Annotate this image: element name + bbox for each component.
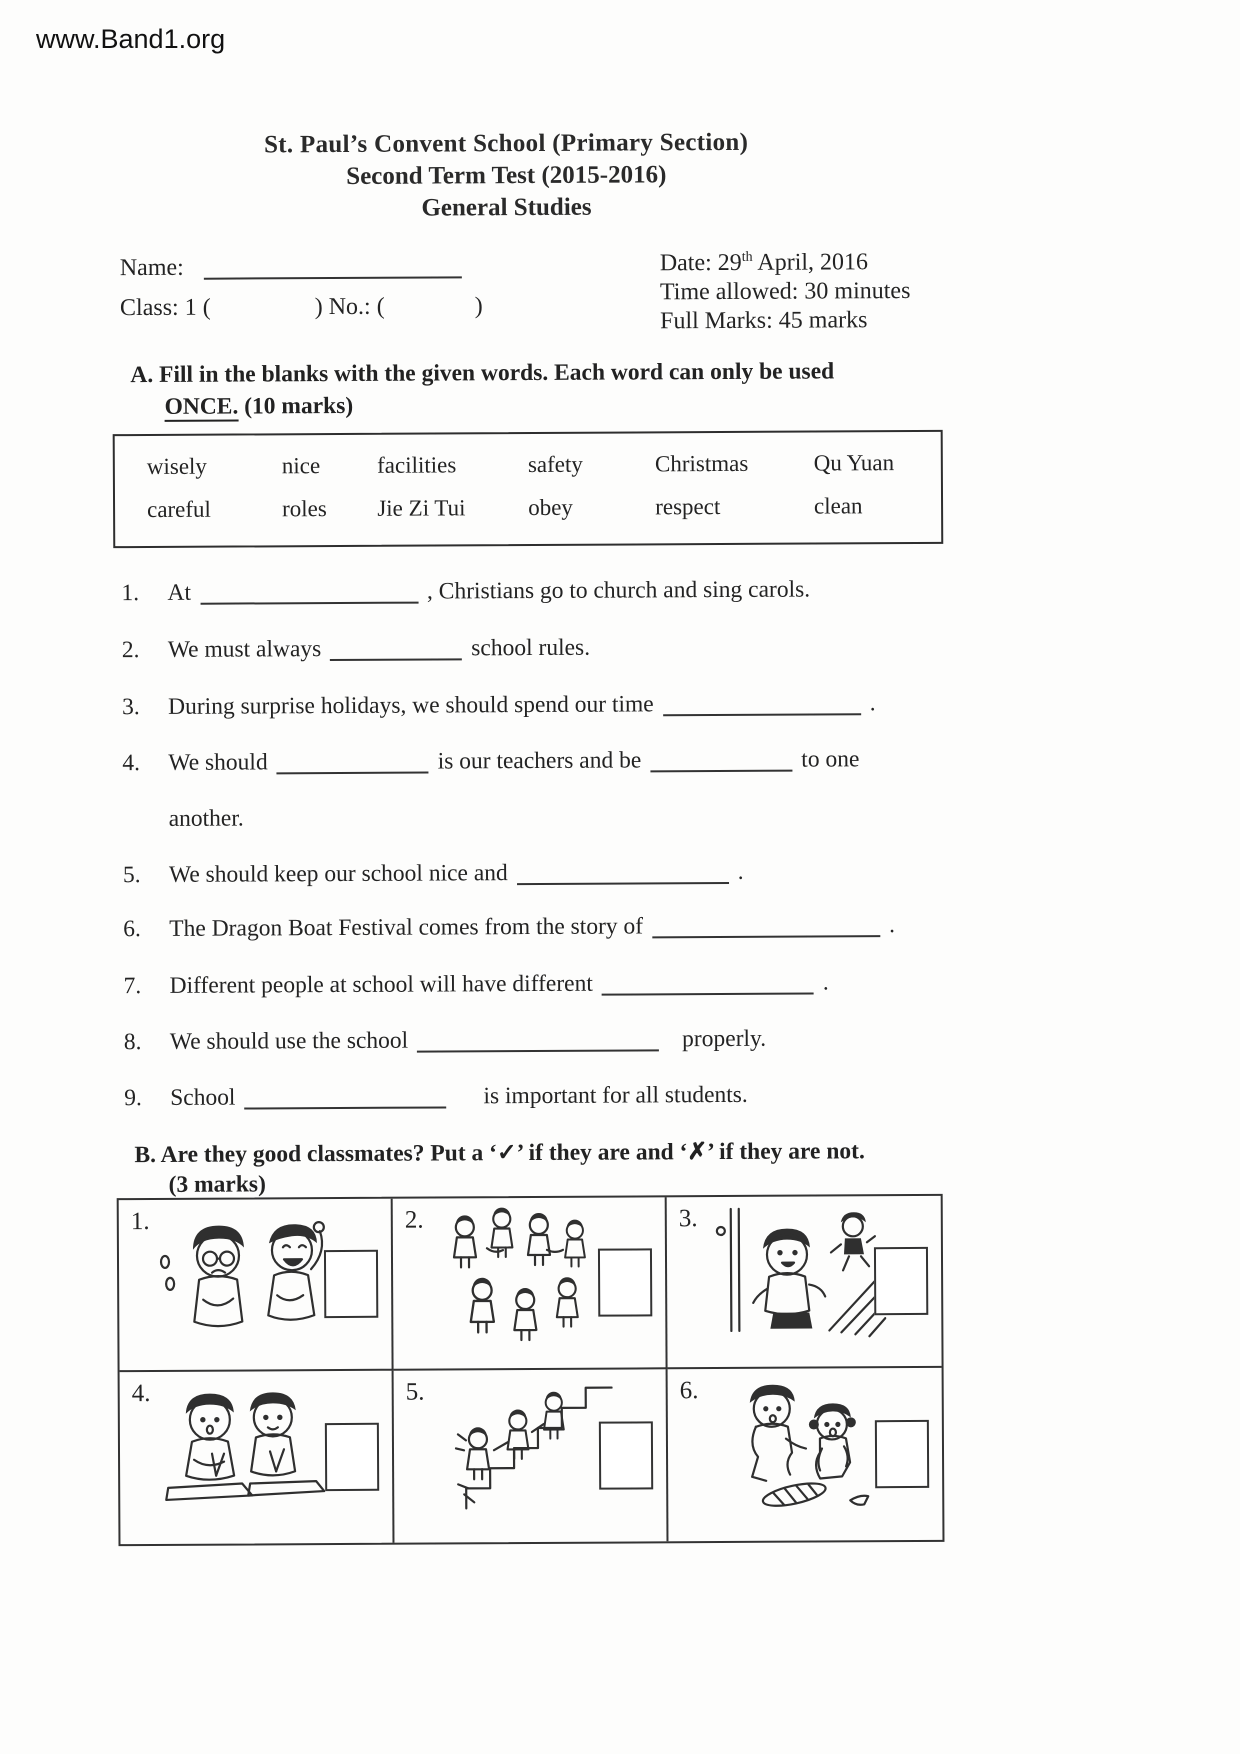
- word-option: wisely: [146, 453, 207, 480]
- answer-blank-6[interactable]: [652, 912, 880, 938]
- section-b-heading-line2: (3 marks): [168, 1171, 266, 1198]
- word-bank-row-1: [115, 450, 941, 480]
- no-blank[interactable]: [391, 294, 469, 318]
- picture-cell-4: [120, 1371, 395, 1544]
- question-7: 7. Different people at school will have different .: [123, 969, 829, 1000]
- school-name: St. Paul’s Convent School (Primary Section): [263, 128, 749, 159]
- marks-a: (10 marks): [238, 392, 354, 420]
- illustration-running-in-corridor-icon: [701, 1200, 887, 1366]
- cell-number: 6.: [679, 1377, 699, 1405]
- document-sheet: [110, 0, 949, 1754]
- question-6: 6. The Dragon Boat Festival comes from the story of .: [123, 912, 896, 943]
- question-number: 7.: [123, 973, 142, 1000]
- word-option: clean: [813, 493, 863, 519]
- question-9: 9. School is important for all students.: [124, 1081, 748, 1112]
- question-number: 1.: [121, 580, 140, 607]
- illustration-teasing-crying-classmate-icon: [153, 1203, 339, 1369]
- answer-box-6[interactable]: [875, 1420, 929, 1488]
- test-name: Second Term Test (2015-2016): [346, 161, 667, 190]
- cell-number: 1.: [130, 1207, 150, 1236]
- question-3: 3. During surprise holidays, we should spend our time .: [122, 690, 876, 721]
- answer-box-2[interactable]: [598, 1248, 652, 1316]
- answer-box-3[interactable]: [874, 1247, 928, 1315]
- section-a-questions: [113, 576, 943, 1112]
- word-option: facilities: [377, 452, 457, 478]
- name-label: Name:: [119, 254, 184, 282]
- question-4-continuation: another.: [168, 805, 244, 832]
- answer-blank-4b[interactable]: [650, 747, 792, 773]
- word-option: Christmas: [654, 450, 749, 477]
- marks-line: Full Marks: 45 marks: [660, 307, 868, 335]
- word-option: roles: [281, 496, 327, 522]
- word-option: careful: [147, 496, 211, 522]
- answer-blank-5[interactable]: [517, 859, 729, 885]
- picture-cell-1: [119, 1199, 394, 1372]
- student-info: [120, 246, 483, 328]
- time-line: Time allowed: 30 minutes: [659, 278, 911, 306]
- word-bank-row-2: [115, 493, 941, 523]
- class-blank[interactable]: [217, 295, 309, 319]
- question-number: 9.: [124, 1085, 142, 1112]
- cell-number: 4.: [131, 1379, 151, 1408]
- picture-cell-6: [668, 1368, 943, 1541]
- watermark: www.Band1.org: [36, 24, 226, 54]
- cell-number: 5.: [405, 1378, 425, 1406]
- question-number: 6.: [123, 916, 141, 943]
- answer-blank-8[interactable]: [417, 1026, 659, 1052]
- section-b-heading-line1: B. Are they good classmates? Put a ‘✓’ if they are and ‘✗’ if they are not.: [134, 1138, 865, 1169]
- word-option: Jie Zi Tui: [377, 495, 466, 521]
- section-b-picture-grid: [117, 1194, 945, 1546]
- test-info: [660, 242, 911, 336]
- picture-cell-2: [393, 1197, 668, 1370]
- question-number: 3.: [122, 694, 140, 721]
- question-5: 5. We should keep our school nice and .: [122, 858, 744, 889]
- answer-blank-3[interactable]: [663, 690, 861, 716]
- question-4: 4. We should is our teachers and be to one: [122, 746, 860, 777]
- word-option: respect: [655, 493, 721, 520]
- question-number: 2.: [121, 637, 140, 664]
- once-underlined: ONCE.: [164, 393, 239, 420]
- section-a-heading-line2: [164, 393, 353, 421]
- document-title: [71, 126, 941, 227]
- question-2: 2. We must always school rules.: [121, 634, 591, 664]
- illustration-picking-up-things-together-icon: [702, 1372, 888, 1538]
- date-line: Date: 29th April, 2016: [659, 249, 869, 277]
- word-option: nice: [281, 453, 321, 479]
- name-blank[interactable]: [204, 252, 462, 279]
- no-label: ) No.: (: [314, 293, 385, 321]
- question-1: 1. At , Christians go to church and sing carols.: [121, 576, 811, 607]
- answer-blank-1[interactable]: [200, 579, 418, 605]
- word-option: obey: [528, 494, 573, 521]
- cell-number: 2.: [404, 1206, 424, 1234]
- illustration-children-playing-together-icon: [427, 1202, 608, 1368]
- no-close: ): [474, 293, 483, 320]
- word-option: safety: [527, 451, 583, 478]
- answer-blank-4a[interactable]: [277, 749, 429, 775]
- picture-cell-3: [667, 1196, 942, 1369]
- question-8: 8. We should use the school properly.: [123, 1025, 767, 1056]
- subject-name: General Studies: [421, 193, 592, 222]
- question-number: 4.: [122, 750, 141, 777]
- answer-blank-7[interactable]: [602, 970, 814, 996]
- answer-box-4[interactable]: [325, 1423, 379, 1491]
- question-number: 5.: [122, 862, 141, 889]
- section-a-heading-line1: A. Fill in the blanks with the given words. Each word can only be used: [130, 358, 835, 389]
- word-option: Qu Yuan: [813, 450, 895, 476]
- answer-blank-9[interactable]: [244, 1083, 446, 1109]
- word-bank-box: [113, 430, 944, 548]
- answer-blank-2[interactable]: [330, 635, 462, 661]
- illustration-pushing-on-stairs-icon: [428, 1374, 614, 1540]
- picture-cell-5: [394, 1369, 669, 1542]
- question-number: 8.: [123, 1029, 142, 1056]
- answer-box-1[interactable]: [324, 1250, 378, 1318]
- class-label: Class: 1 (: [119, 294, 211, 322]
- answer-box-5[interactable]: [599, 1421, 653, 1489]
- cell-number: 3.: [678, 1205, 698, 1233]
- illustration-copying-classmates-work-icon: [154, 1375, 340, 1541]
